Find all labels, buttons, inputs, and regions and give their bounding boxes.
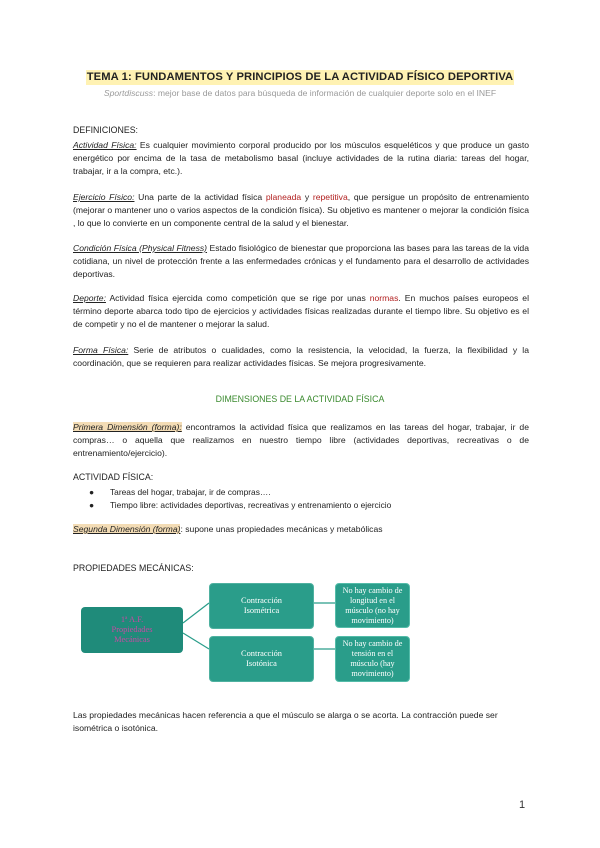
term-segunda-dimension: Segunda Dimensión (forma) bbox=[73, 524, 181, 534]
main-box-line: 1ª A.F. bbox=[120, 615, 144, 624]
box-line: Contracción bbox=[241, 596, 282, 605]
term-ejercicio-fisico: Ejercicio Físico: bbox=[73, 192, 135, 202]
document-title bbox=[0, 71, 600, 83]
bullet-icon: ● bbox=[89, 487, 95, 497]
title-text: TEMA 1: FUNDAMENTOS Y PRINCIPIOS DE LA ACTIVIDAD FÍSICO DEPORTIVA bbox=[86, 71, 514, 83]
definitions-heading: DEFINICIONES: bbox=[73, 125, 139, 135]
box-line: músculo (no hay bbox=[345, 605, 400, 615]
segunda-dimension bbox=[73, 524, 383, 534]
text-deporte-2: . En muchos países europeos el término deporte abarca todo tipo de ejercicios y actividades físicas realizadas durante el tiempo libre. Su objetivo es el de competir y no el de mantener o mejorar la salud. bbox=[73, 293, 529, 329]
list-item-text: Tiempo libre: actividades deportivas, recreativas y entrenamiento o ejercicio bbox=[110, 500, 392, 510]
box-contraccion-isometrica bbox=[209, 583, 314, 629]
box-contraccion-isotonica bbox=[209, 636, 314, 682]
text-segunda-dimension: : supone unas propiedades mecánicas y metabólicas bbox=[180, 524, 383, 534]
list-item-text: Tareas del hogar, trabajar, ir de compras…. bbox=[110, 487, 271, 497]
list-item bbox=[73, 499, 391, 512]
text-primera-dimension: encontramos la actividad física que realizamos en las tareas del hogar, trabajar, ir de compras… o aquella que realizamos en nuestro tiempo libre (actividades deportivas, recreativas o de entrenamiento/ejercicio). bbox=[73, 422, 529, 458]
definition-ejercicio-fisico bbox=[73, 191, 529, 230]
term-deporte: Deporte: bbox=[73, 293, 106, 303]
connector-line bbox=[183, 633, 209, 649]
mechanical-heading: PROPIEDADES MECÁNICAS: bbox=[73, 563, 194, 573]
box-line: Contracción bbox=[241, 649, 282, 658]
keyword-repetitiva: repetitiva bbox=[312, 192, 348, 202]
box-isometrica-desc bbox=[335, 583, 410, 628]
definition-forma-fisica bbox=[73, 344, 529, 370]
term-condicion-fisica: Condición Física (Physical Fitness) bbox=[73, 243, 208, 253]
subtitle-term: Sportdiscuss bbox=[103, 88, 154, 98]
bullet-icon: ● bbox=[89, 500, 95, 510]
page-number: 1 bbox=[519, 799, 526, 811]
definition-actividad-fisica bbox=[73, 139, 529, 178]
main-box-line: Mecánicas bbox=[114, 635, 150, 644]
box-isotonica-desc bbox=[335, 636, 410, 682]
primera-dimension bbox=[73, 421, 529, 460]
document-subtitle bbox=[0, 88, 600, 98]
term-primera-dimension: Primera Dimensión (forma): bbox=[73, 422, 182, 432]
box-line: músculo (hay bbox=[350, 659, 395, 668]
box-line: longitud en el bbox=[349, 595, 395, 605]
keyword-normas: normas bbox=[369, 293, 399, 303]
main-box bbox=[81, 607, 183, 653]
definition-deporte bbox=[73, 292, 529, 331]
mechanical-summary: Las propiedades mecánicas hacen referencia a que el músculo se alarga o se acorta. La contracción puede ser isométrica o isotónica. bbox=[73, 710, 498, 733]
keyword-planeada: planeada bbox=[265, 192, 302, 202]
actividad-fisica-list bbox=[73, 486, 391, 512]
text-ejercicio-2: y bbox=[301, 192, 313, 202]
box-line: Isométrica bbox=[243, 606, 280, 615]
subtitle-text: : mejor base de datos para búsqueda de información de cualquier deporte solo en el INEF bbox=[153, 88, 497, 98]
text-ejercicio-1: Una parte de la actividad física bbox=[134, 192, 266, 202]
main-box-line: Propiedades bbox=[111, 625, 153, 634]
connector-line bbox=[183, 603, 209, 623]
actividad-fisica-heading: ACTIVIDAD FÍSICA: bbox=[73, 472, 154, 482]
text-condicion-fisica: Estado fisiológico de bienestar que proporciona las bases para las tareas de la vida cotidiana, un nivel de protección frente a las enfermedades crónicas y el fundamento para el desarrollo de actividades deportivas. bbox=[73, 243, 529, 279]
text-deporte-1: Actividad física ejercida como competición que se rige por unas bbox=[105, 293, 370, 303]
text-forma-fisica: Serie de atributos o cualidades, como la resistencia, la velocidad, la fuerza, la flexibilidad y la coordinación, que se requieren para realizar actividades físicas. Se mejora progresivamente. bbox=[73, 345, 529, 368]
term-actividad-fisica: Actividad Física: bbox=[73, 140, 137, 150]
term-forma-fisica: Forma Física: bbox=[73, 345, 129, 355]
text-ejercicio-3: , que persigue un propósito de entrenamiento (mejorar o mantener uno o varios aspectos de la condición física). Su objetivo es mantener o mejorar la condición física , lo que lo convierte en un componente central de la salud y el bienestar. bbox=[73, 192, 529, 228]
box-line: movimiento) bbox=[351, 615, 394, 625]
definition-condicion-fisica bbox=[73, 242, 529, 281]
list-item bbox=[73, 486, 391, 499]
box-line: No hay cambio de bbox=[342, 639, 403, 648]
box-line: Isotónica bbox=[246, 659, 277, 668]
box-line: No hay cambio de bbox=[342, 585, 403, 595]
dimensions-heading: DIMENSIONES DE LA ACTIVIDAD FÍSICA bbox=[215, 394, 385, 404]
box-line: movimiento) bbox=[351, 669, 394, 678]
box-line: tensión en el bbox=[351, 649, 394, 658]
text-actividad-fisica: Es cualquier movimiento corporal producido por los músculos esqueléticos y que produce un gasto energético por encima de la tasa de metabolismo basal (incluye actividades de la rutina diaria: tareas del hogar, trabajar, ir a la compra, etc.). bbox=[73, 140, 529, 176]
